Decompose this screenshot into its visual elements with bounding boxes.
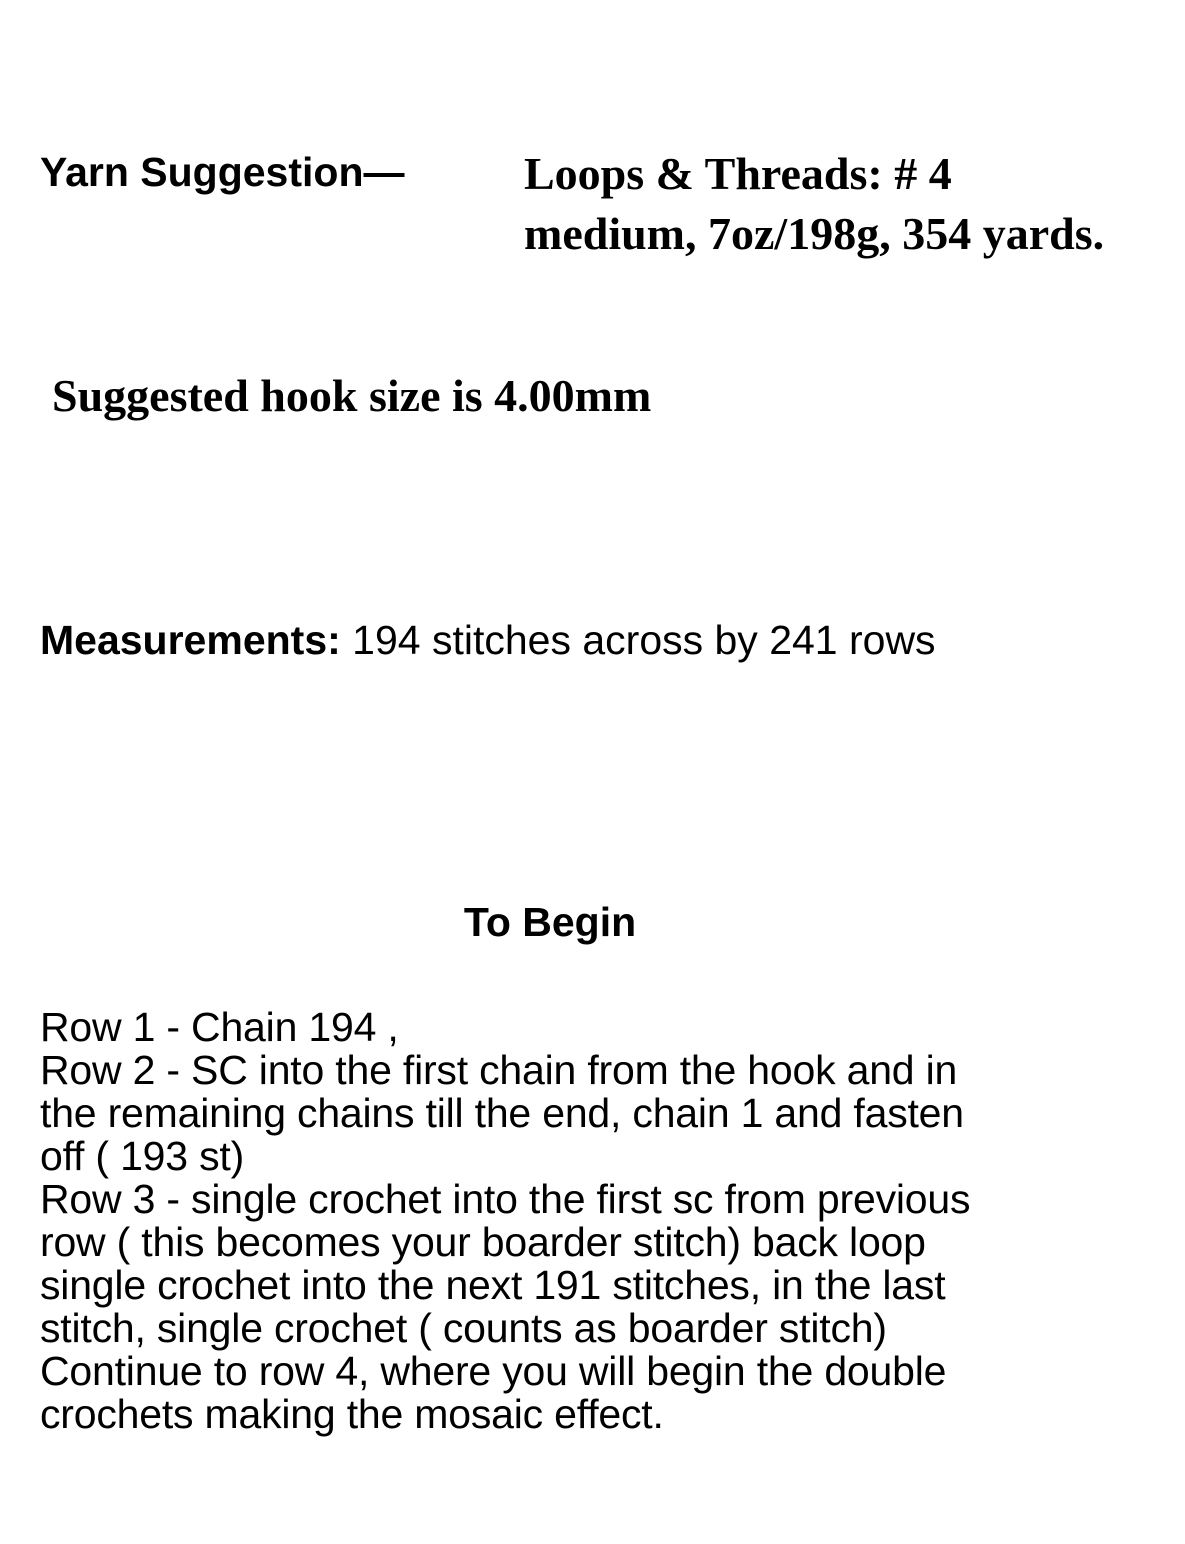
instruction-line: row ( this becomes your boarder stitch) back loop — [40, 1219, 926, 1265]
instruction-line: stitch, single crochet ( counts as boarder stitch) — [40, 1305, 887, 1351]
instruction-line: the remaining chains till the end, chain 1 and fasten — [40, 1090, 964, 1136]
hook-size-text: Suggested hook size is 4.00mm — [52, 370, 652, 421]
measurements-value: 194 stitches across by 241 rows — [340, 617, 936, 663]
to-begin-heading: To Begin — [463, 899, 637, 945]
yarn-value-line: medium, 7oz/198g, 354 yards. — [524, 208, 1105, 259]
measurements-line — [40, 612, 936, 668]
instruction-line: Continue to row 4, where you will begin the double — [40, 1348, 947, 1394]
yarn-suggestion-value — [524, 144, 1104, 264]
yarn-suggestion-label: Yarn Suggestion— — [40, 149, 405, 195]
instruction-line: Row 2 - SC into the first chain from the hook and in — [40, 1047, 958, 1093]
instruction-line: crochets making the mosaic effect. — [40, 1391, 664, 1437]
row-instructions — [40, 1006, 1160, 1436]
instruction-line: single crochet into the next 191 stitches, in the last — [40, 1262, 946, 1308]
yarn-value-line: Loops & Threads: # 4 — [524, 148, 952, 199]
instruction-line: Row 1 - Chain 194 , — [40, 1004, 399, 1050]
measurements-label: Measurements: — [40, 617, 341, 663]
instruction-line: Row 3 - single crochet into the first sc from previous — [40, 1176, 971, 1222]
instruction-line: off ( 193 st) — [40, 1133, 245, 1179]
